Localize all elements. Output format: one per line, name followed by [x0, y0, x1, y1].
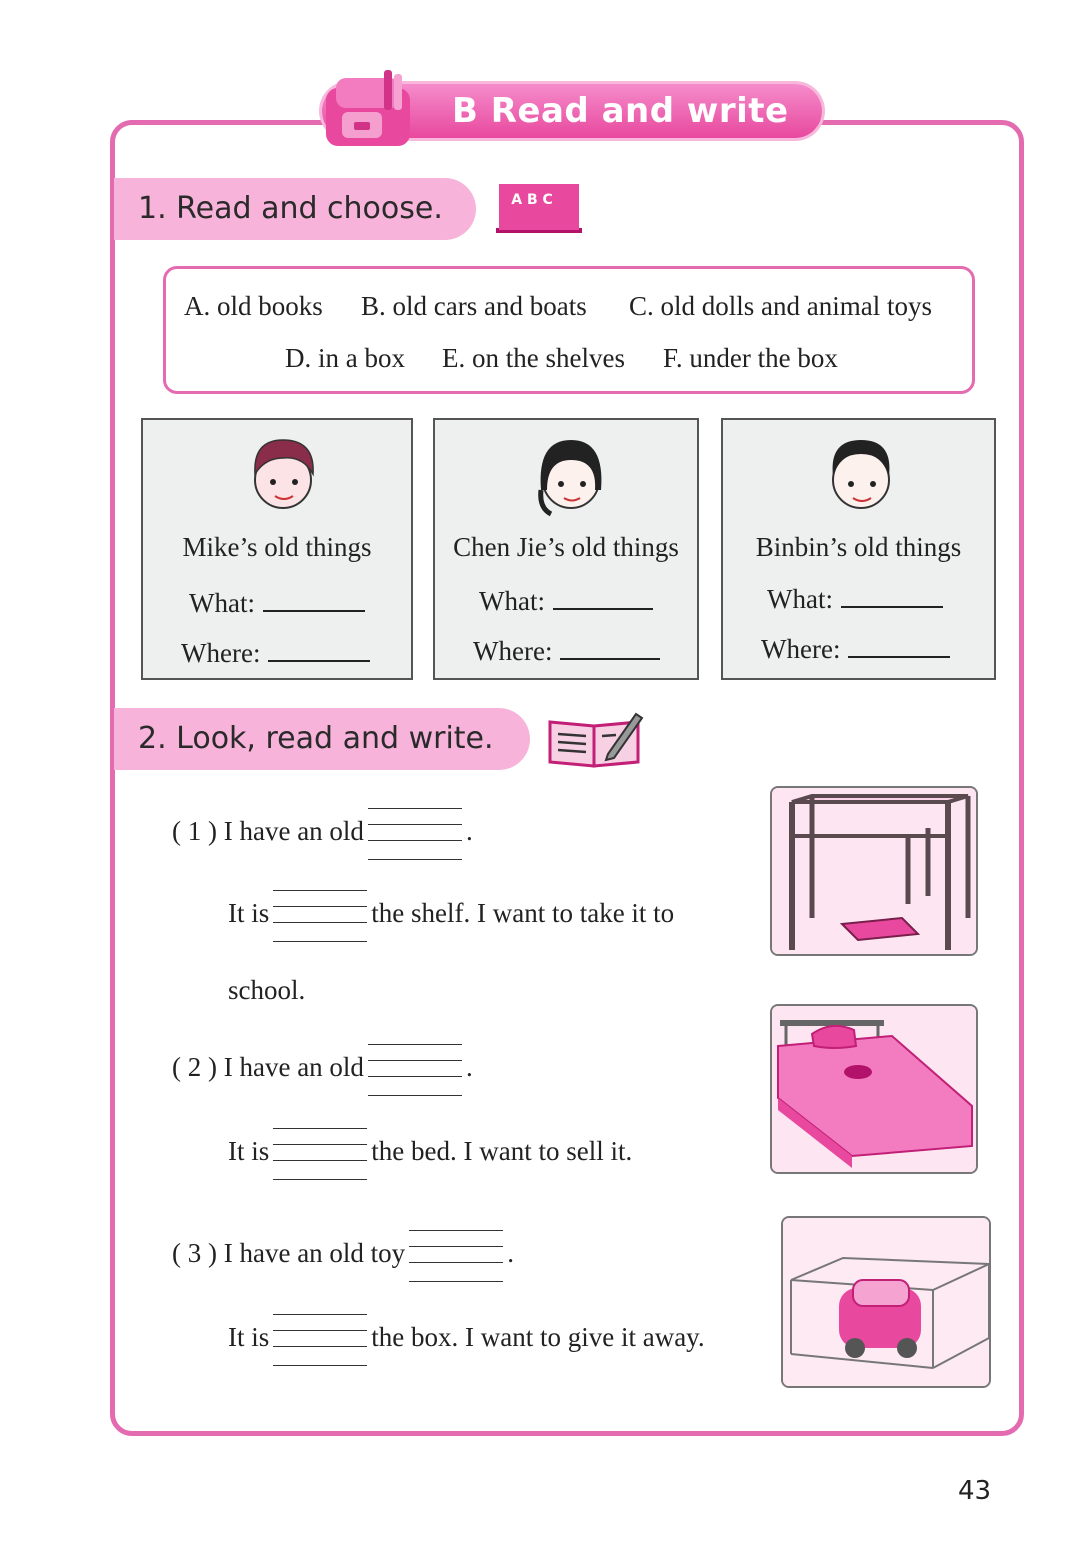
page-title: B Read and write — [452, 91, 789, 131]
q1-text-pre: ( 1 ) I have an old — [172, 816, 364, 847]
box-car-illustration-icon — [783, 1218, 989, 1386]
where-row — [473, 636, 660, 667]
section-title-read-and-choose: 1. Read and choose. — [114, 178, 476, 240]
question-2-line-1 — [172, 1044, 473, 1096]
what-row — [189, 588, 365, 619]
what-row — [479, 586, 653, 617]
school-bag-icon — [312, 64, 432, 156]
what-blank[interactable] — [841, 605, 943, 608]
q1-blank-1[interactable] — [368, 808, 462, 860]
box-picture — [781, 1216, 991, 1388]
where-row — [761, 634, 950, 665]
where-label: Where: — [473, 636, 553, 666]
card-name: Mike’s old things — [182, 532, 372, 562]
q3-line2-pre: It is — [228, 1322, 270, 1353]
shelf-illustration-icon — [772, 788, 976, 954]
q3-line2-post: the box. I want to give it away. — [371, 1322, 705, 1353]
bed-picture — [770, 1004, 978, 1174]
q2-text-pre: ( 2 ) I have an old — [172, 1052, 364, 1083]
option-e: E. on the shelves — [442, 343, 625, 373]
card-binbin — [721, 418, 996, 680]
where-blank[interactable] — [848, 655, 950, 658]
option-c: C. old dolls and animal toys — [629, 291, 932, 321]
where-blank[interactable] — [268, 659, 370, 662]
open-book-pencil-icon — [546, 710, 644, 768]
q1-blank-2[interactable] — [273, 890, 367, 942]
options-box — [163, 266, 975, 394]
q1-line2-pre: It is — [228, 898, 270, 929]
q2-line2-pre: It is — [228, 1136, 270, 1167]
card-name: Chen Jie’s old things — [453, 532, 679, 562]
question-2-line-2 — [228, 1128, 632, 1180]
bed-illustration-icon — [772, 1006, 976, 1172]
q2-blank-1[interactable] — [368, 1044, 462, 1096]
question-3-line-1 — [172, 1230, 514, 1282]
q2-text-post: . — [465, 1052, 473, 1083]
question-3-line-2 — [228, 1314, 705, 1366]
what-label: What: — [767, 584, 833, 614]
boy-face-icon — [821, 430, 901, 520]
q2-blank-2[interactable] — [273, 1128, 367, 1180]
where-label: Where: — [761, 634, 841, 664]
page-number: 43 — [958, 1476, 992, 1506]
option-b: B. old cars and boats — [361, 291, 587, 321]
what-label: What: — [479, 586, 545, 616]
q1-line-3: school. — [228, 975, 306, 1005]
card-name: Binbin’s old things — [755, 532, 962, 562]
what-blank[interactable] — [553, 607, 653, 610]
where-blank[interactable] — [560, 657, 660, 660]
q1-line2-post: the shelf. I want to take it to — [371, 898, 675, 929]
what-blank[interactable] — [263, 609, 365, 612]
option-d: D. in a box — [285, 343, 405, 373]
where-row — [181, 638, 370, 669]
card-chen-jie — [433, 418, 699, 680]
q1-text-post: . — [465, 816, 473, 847]
q3-text-pre: ( 3 ) I have an old toy — [172, 1238, 406, 1269]
q3-blank-2[interactable] — [273, 1314, 367, 1366]
abc-blocks-icon — [496, 182, 582, 234]
option-f: F. under the box — [663, 343, 838, 373]
q3-blank-1[interactable] — [409, 1230, 503, 1282]
option-a: A. old books — [184, 291, 323, 321]
what-row — [767, 584, 943, 615]
shelf-picture — [770, 786, 978, 956]
q3-text-post: . — [507, 1238, 514, 1269]
question-1-line-2 — [228, 890, 674, 942]
abc-badge-label: A B C — [511, 192, 553, 208]
card-mike — [141, 418, 413, 680]
what-label: What: — [189, 588, 255, 618]
section-title-look-read-write: 2. Look, read and write. — [114, 708, 530, 770]
girl-face-icon — [531, 430, 611, 520]
q2-line2-post: the bed. I want to sell it. — [371, 1136, 633, 1167]
question-1-line-1 — [172, 808, 473, 860]
boy-face-icon — [243, 430, 323, 520]
where-label: Where: — [181, 638, 261, 668]
